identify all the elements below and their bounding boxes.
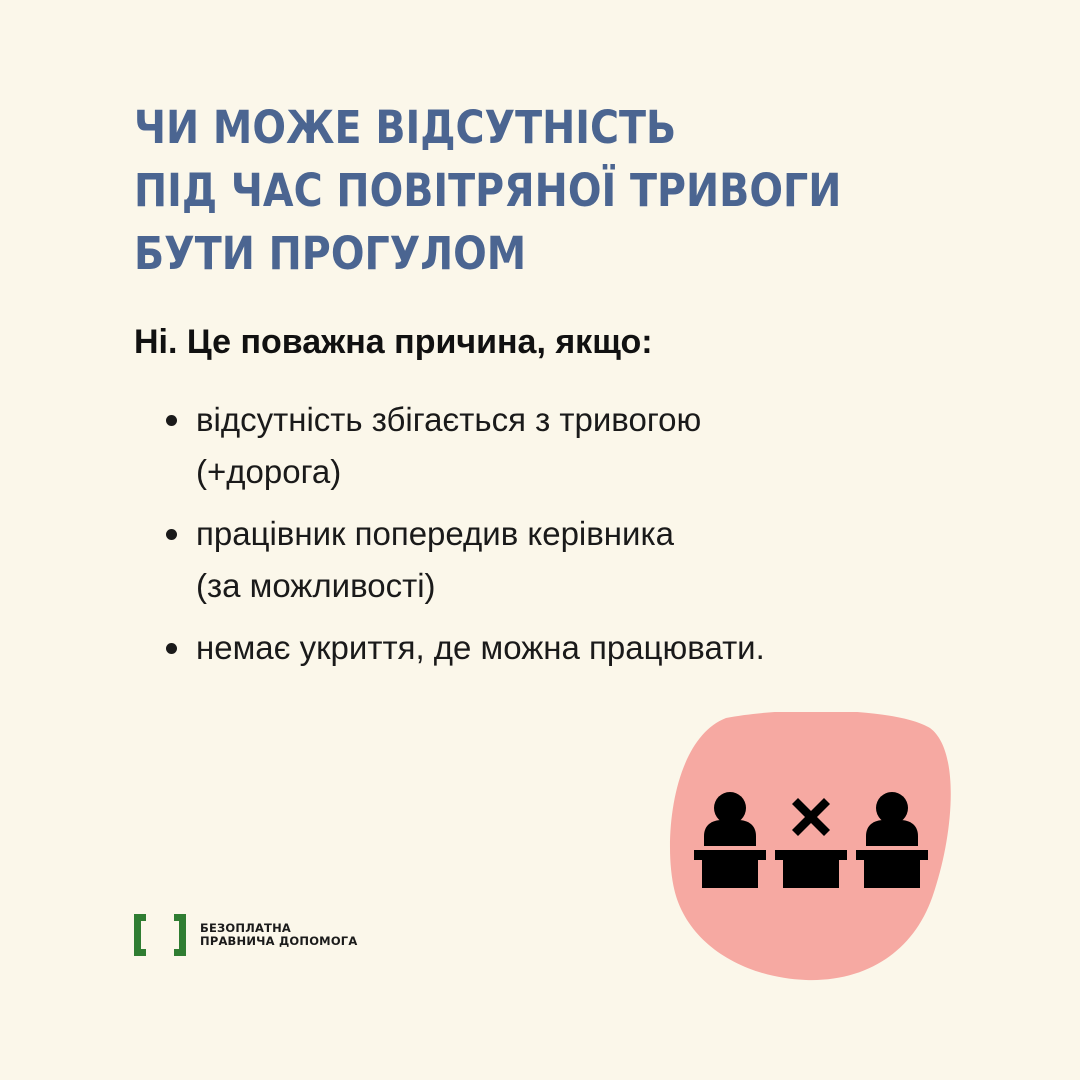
logo-line-2: ПРАВНИЧА ДОПОМОГА [200, 934, 358, 948]
bracket-logo-icon [132, 912, 188, 958]
absent-worker-desks-icon [668, 712, 958, 982]
list-item-line-2: (за можливості) [196, 567, 436, 604]
list-item [160, 508, 765, 612]
pink-blob-shape [670, 712, 951, 980]
list-item-line-1: працівник попередив керівника [196, 515, 674, 552]
title-line-2: ПІД ЧАС ПОВІТРЯНОЇ ТРИВОГИ [134, 164, 842, 217]
list-item-line-1: відсутність збігається з тривогою [196, 401, 702, 438]
list-item-line-2: (+дорога) [196, 453, 342, 490]
logo-text [200, 922, 357, 948]
logo-line-1: БЕЗОПЛАТНА [200, 921, 292, 935]
title-line-3: БУТИ ПРОГУЛОМ [134, 227, 527, 280]
title-line-1: ЧИ МОЖЕ ВІДСУТНІСТЬ [134, 101, 677, 154]
bullet-icon [166, 415, 177, 426]
list-item [160, 394, 765, 498]
answer-subtitle: Ні. Це поважна причина, якщо: [134, 323, 653, 361]
page-title [134, 96, 841, 285]
bullet-icon [166, 529, 177, 540]
list-item [160, 622, 765, 674]
bullet-icon [166, 643, 177, 654]
free-legal-aid-logo [132, 912, 357, 958]
conditions-list [160, 394, 765, 684]
list-item-line-1: немає укриття, де можна працювати. [196, 629, 765, 666]
